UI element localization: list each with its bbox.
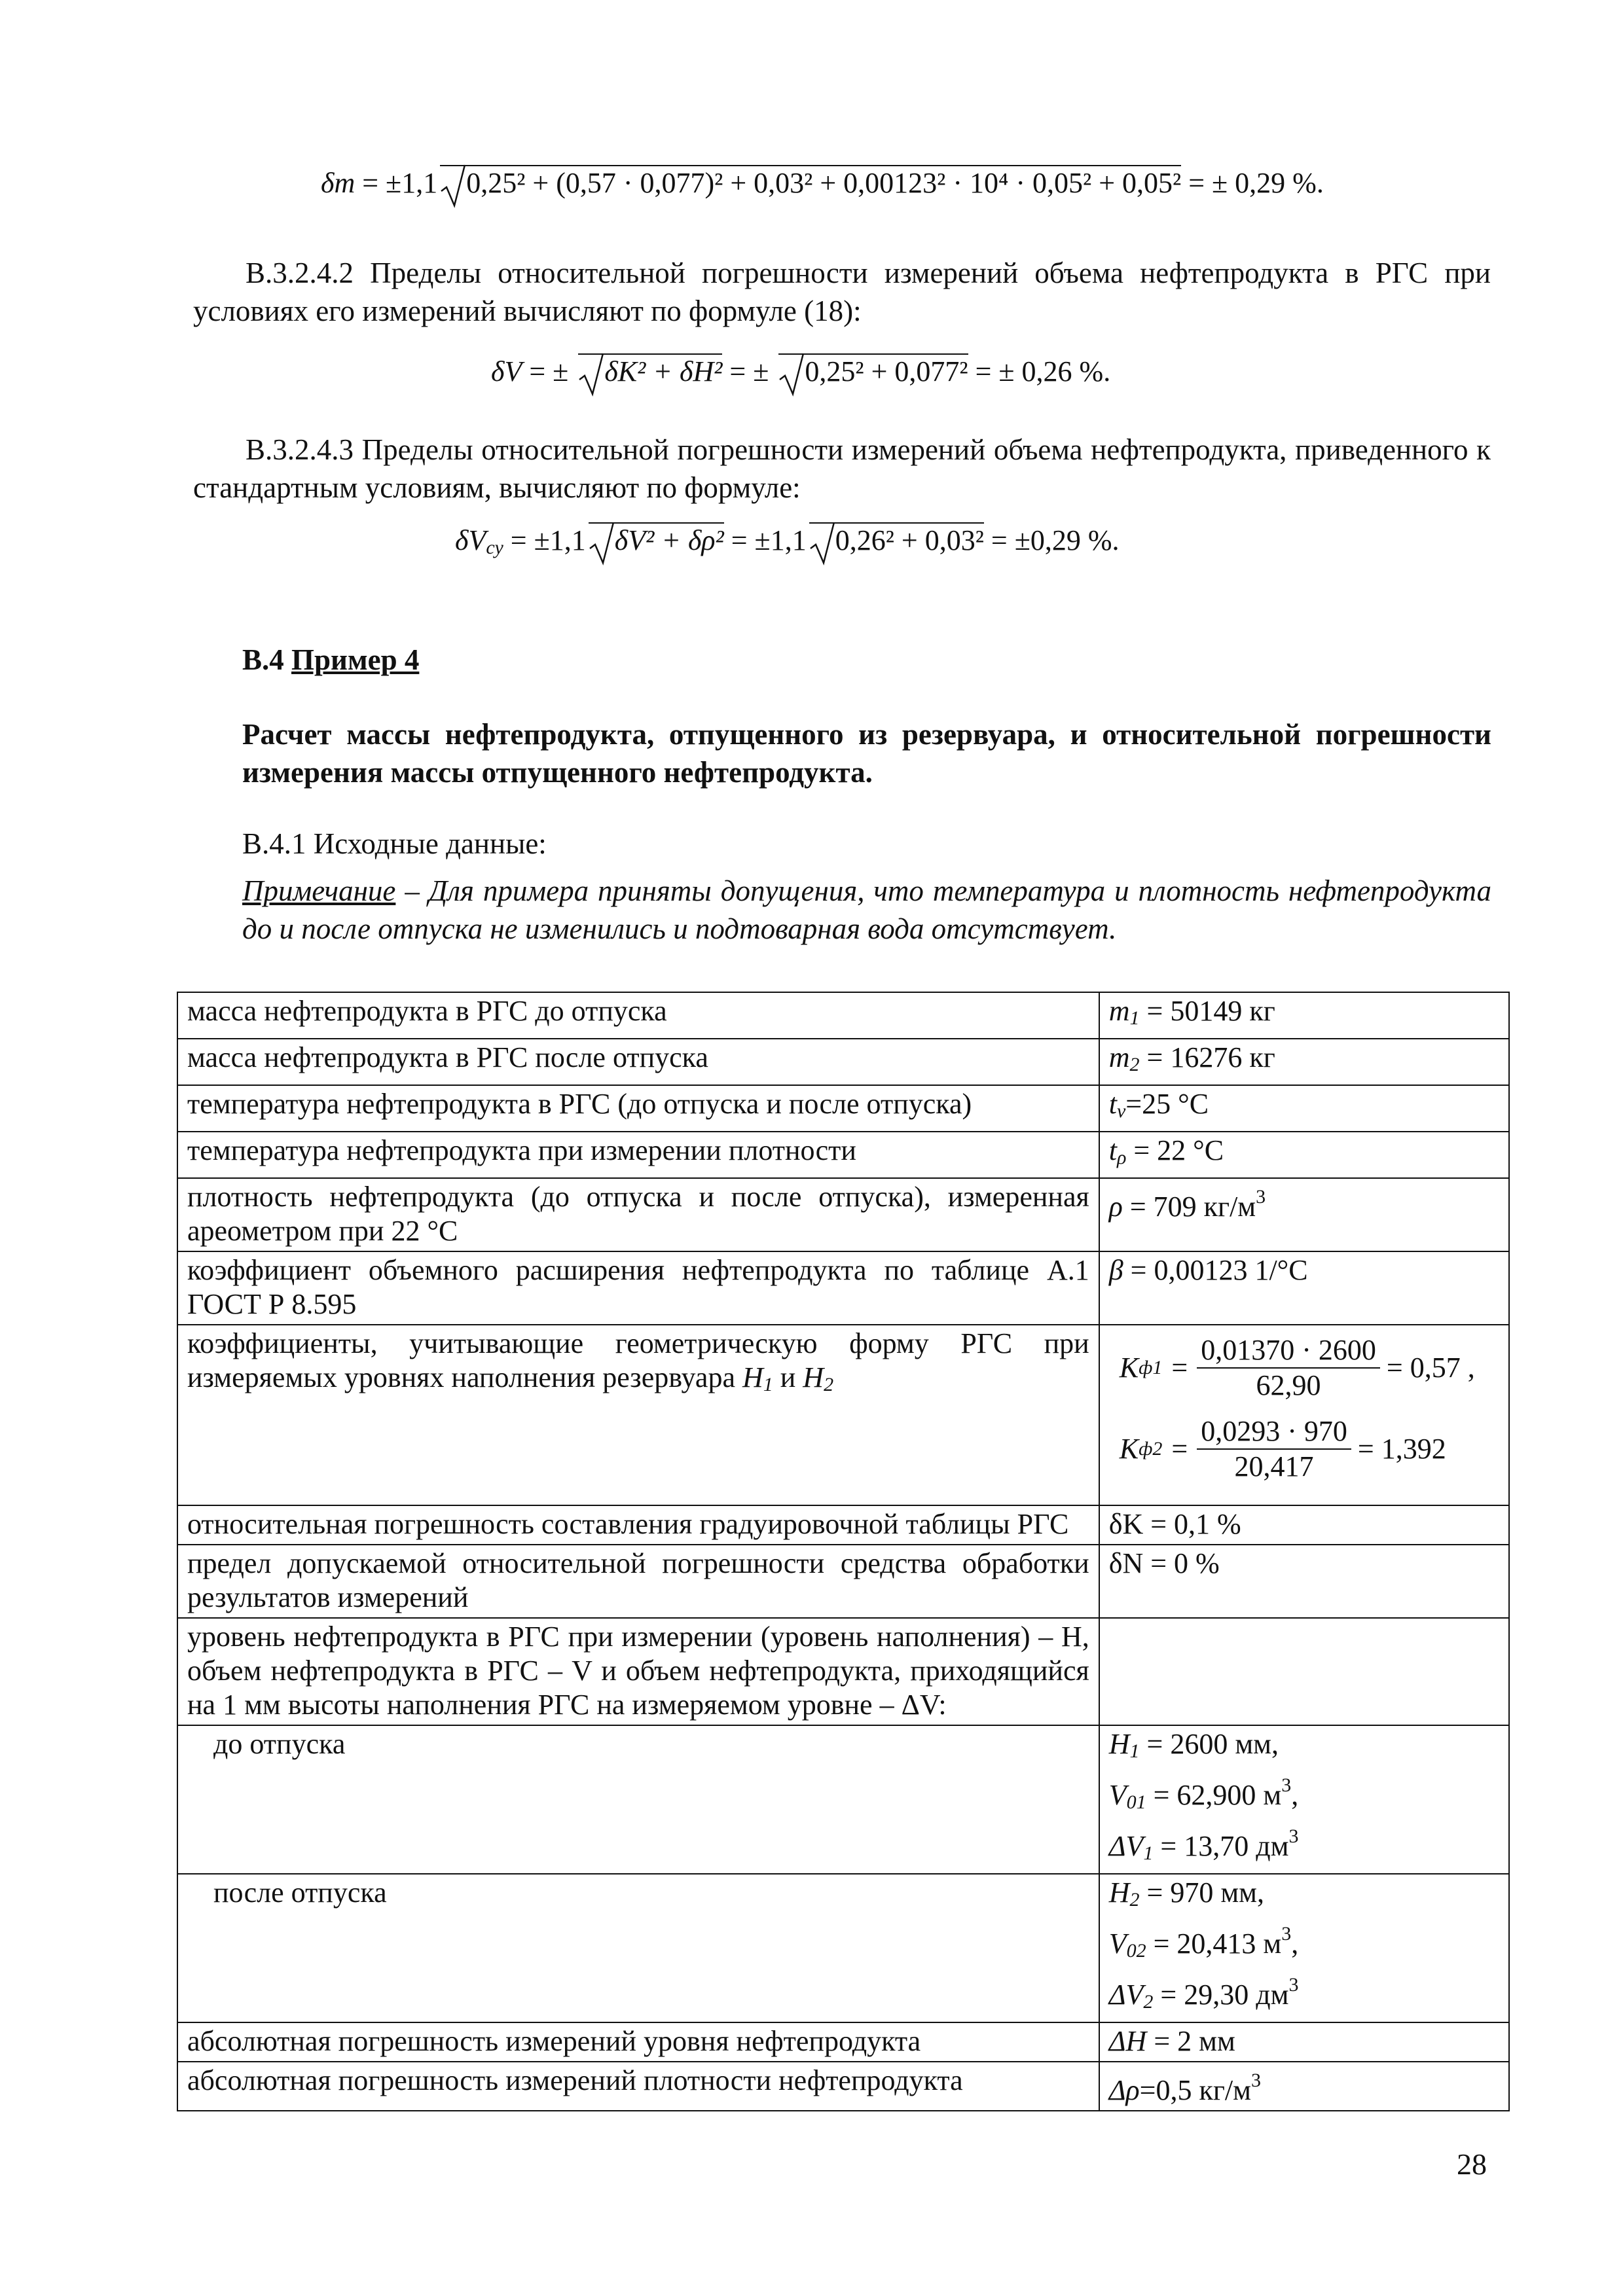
formula-radicand-1: δV² + δρ² xyxy=(614,524,724,556)
table-cell-value: δK = 0,1 % xyxy=(1099,1505,1509,1545)
table-cell-label: масса нефтепродукта в РГС после отпуска xyxy=(177,1039,1099,1085)
radical-sign-icon xyxy=(589,522,616,567)
note-text: – Для примера приняты допущения, что температура и плотность нефтепродукта до и после отпуска не изменились и подтоварная вода отсутствует. xyxy=(242,874,1491,945)
table-row xyxy=(177,1725,1509,1874)
table-cell-label: относительная погрешность составления градуировочной таблицы РГС xyxy=(177,1505,1099,1545)
table-cell-label: температура нефтепродукта в РГС (до отпуска и после отпуска) xyxy=(177,1085,1099,1132)
table-row xyxy=(177,2062,1509,2111)
paragraph-text: В.3.2.4.3 Пределы относительной погрешности измерений объема нефтепродукта, приведенного к стандартным условиям, вычисляют по формуле: xyxy=(193,433,1491,504)
formula-radicand-2: 0,25² + 0,077² xyxy=(805,355,968,387)
section-number: В.4 xyxy=(242,643,284,676)
paragraph-b3243 xyxy=(193,431,1491,507)
sqrt-group-2 xyxy=(778,353,968,388)
formula-delta-v xyxy=(491,353,1110,388)
table-row xyxy=(177,1132,1509,1178)
formula-radicand: 0,25² + (0,57 · 0,077)² + 0,03² + 0,00123² · 10⁴ · 0,05² + 0,05² xyxy=(466,167,1182,199)
table-cell-label: температура нефтепродукта при измерении плотности xyxy=(177,1132,1099,1178)
formula-lhs: δV xyxy=(455,524,486,556)
formula-lhs: δm xyxy=(321,167,356,199)
sqrt-group-1 xyxy=(589,522,724,557)
table-row xyxy=(177,1251,1509,1325)
table-cell-value: δN = 0 % xyxy=(1099,1545,1509,1618)
formula-delta-vsy xyxy=(455,522,1120,559)
formula-prefix: = ±1,1 xyxy=(362,167,438,199)
fraction: $\frac{0,01370 \cdot 2600}{62,90}$ xyxy=(1197,1333,1380,1403)
formula-result: = ± 0,29 %. xyxy=(1188,167,1324,199)
table-cell-value: $H_1 = 2600$ мм, $V_{01} = 62,900$ $м^3$, $\Delta V_1 = 13,70$ $дм^3$ xyxy=(1099,1725,1509,1874)
radical-sign-icon xyxy=(809,522,837,567)
formula-result: = ±0,29 %. xyxy=(991,524,1120,556)
subtitle-text: Расчет массы нефтепродукта, отпущенного из резервуара, и относительной погрешности измерения массы отпущенного нефтепродукта. xyxy=(242,718,1491,789)
table-row xyxy=(177,1039,1509,1085)
source-data-label: В.4.1 Исходные данные: xyxy=(242,827,547,860)
section-title: Пример 4 xyxy=(291,643,420,676)
table-cell-value: ΔH = 2 мм xyxy=(1099,2022,1509,2062)
formula-lhs: δV xyxy=(491,355,522,387)
table-row xyxy=(177,1545,1509,1618)
section-subtitle xyxy=(242,715,1491,791)
paragraph-b3242 xyxy=(193,254,1491,330)
sqrt-group-1 xyxy=(578,353,722,388)
table-cell-value: $t_\rho = 22$ °С xyxy=(1099,1132,1509,1178)
table-cell-value: $t_v=25$ °С xyxy=(1099,1085,1509,1132)
table-cell-label: масса нефтепродукта в РГС до отпуска xyxy=(177,992,1099,1039)
table-cell-label: абсолютная погрешность измерений уровня нефтепродукта xyxy=(177,2022,1099,2062)
table-row xyxy=(177,1874,1509,2022)
radical-sign-icon xyxy=(578,353,606,398)
formula-delta-m xyxy=(321,165,1324,200)
table-cell-value: $m_2 = 16276$ кг xyxy=(1099,1039,1509,1085)
table-cell-value xyxy=(1099,1618,1509,1725)
kf1-formula: K ф1 = $\frac{0,01370 \cdot 2600}{62,90}$ = 0,57 , xyxy=(1119,1334,1475,1401)
section-heading xyxy=(242,643,419,677)
table-row xyxy=(177,992,1509,1039)
table-cell-label: абсолютная погрешность измерений плотности нефтепродукта xyxy=(177,2062,1099,2111)
page-number: 28 xyxy=(1457,2147,1487,2181)
formula-mid: = ±1,1 xyxy=(731,524,807,556)
table-cell-label: предел допускаемой относительной погрешности средства обработки результатов измерений xyxy=(177,1545,1099,1618)
formula-eq2: = ± xyxy=(729,355,769,387)
table-row xyxy=(177,1505,1509,1545)
table-row xyxy=(177,1325,1509,1505)
table-cell-value: ρ = 709 $кг/м^3$ xyxy=(1099,1178,1509,1251)
sqrt-group xyxy=(440,165,1181,200)
table-cell-value: $m_1 = 50149$ кг xyxy=(1099,992,1509,1039)
table-row xyxy=(177,1178,1509,1251)
kf2-formula: K ф2 = $\frac{0,0293 \cdot 970}{20,417}$ = 1,392 xyxy=(1119,1415,1446,1482)
note-paragraph xyxy=(242,872,1491,948)
source-data-table xyxy=(177,992,1510,2111)
table-cell-value: $H_2 = 970$ мм, $V_{02} = 20,413$ $м^3$, $\Delta V_2 = 29,30$ $дм^3$ xyxy=(1099,1874,1509,2022)
table-cell-label: коэффициент объемного расширения нефтепродукта по таблице А.1 ГОСТ Р 8.595 xyxy=(177,1251,1099,1325)
table-cell-label: до отпуска xyxy=(177,1725,1099,1874)
table-row xyxy=(177,1618,1509,1725)
formula-prefix: = ±1,1 xyxy=(510,524,586,556)
note-label: Примечание xyxy=(242,874,396,907)
formula-lhs-sub: су xyxy=(486,537,503,558)
table-cell-value: Δρ=0,5 $кг/м^3$ xyxy=(1099,2062,1509,2111)
formula-radicand-1: δK² + δH² xyxy=(604,355,723,387)
table-cell-label: коэффициенты, учитывающие геометрическую форму РГС при измеряемых уровнях наполнения резервуара $H_1$ и $H_2$ xyxy=(177,1325,1099,1505)
table-row xyxy=(177,2022,1509,2062)
sqrt-group-2 xyxy=(809,522,984,557)
table-cell-label: плотность нефтепродукта (до отпуска и после отпуска), измеренная ареометром при 22 °С xyxy=(177,1178,1099,1251)
table-row xyxy=(177,1085,1509,1132)
paragraph-text: В.3.2.4.2 Пределы относительной погрешности измерений объема нефтепродукта в РГС при условиях его измерений вычисляют по формуле (18): xyxy=(193,257,1491,327)
table-cell-label: уровень нефтепродукта в РГС при измерении (уровень наполнения) – H, объем нефтепродукта в РГС – V и объем нефтепродукта, приходящийся на 1 мм высоты наполнения РГС на измеряемом уровне – ΔV: xyxy=(177,1618,1099,1725)
formula-radicand-2: 0,26² + 0,03² xyxy=(835,524,984,556)
formula-eq1: = ± xyxy=(529,355,569,387)
fraction: $\frac{0,0293 \cdot 970}{20,417}$ xyxy=(1197,1414,1351,1484)
radical-sign-icon xyxy=(440,165,467,209)
table-cell-label: после отпуска xyxy=(177,1874,1099,2022)
formula-result: = ± 0,26 %. xyxy=(975,355,1111,387)
radical-sign-icon xyxy=(778,353,806,398)
table-cell-value xyxy=(1099,1325,1509,1505)
table-cell-value: β = 0,00123 1/°С xyxy=(1099,1251,1509,1325)
